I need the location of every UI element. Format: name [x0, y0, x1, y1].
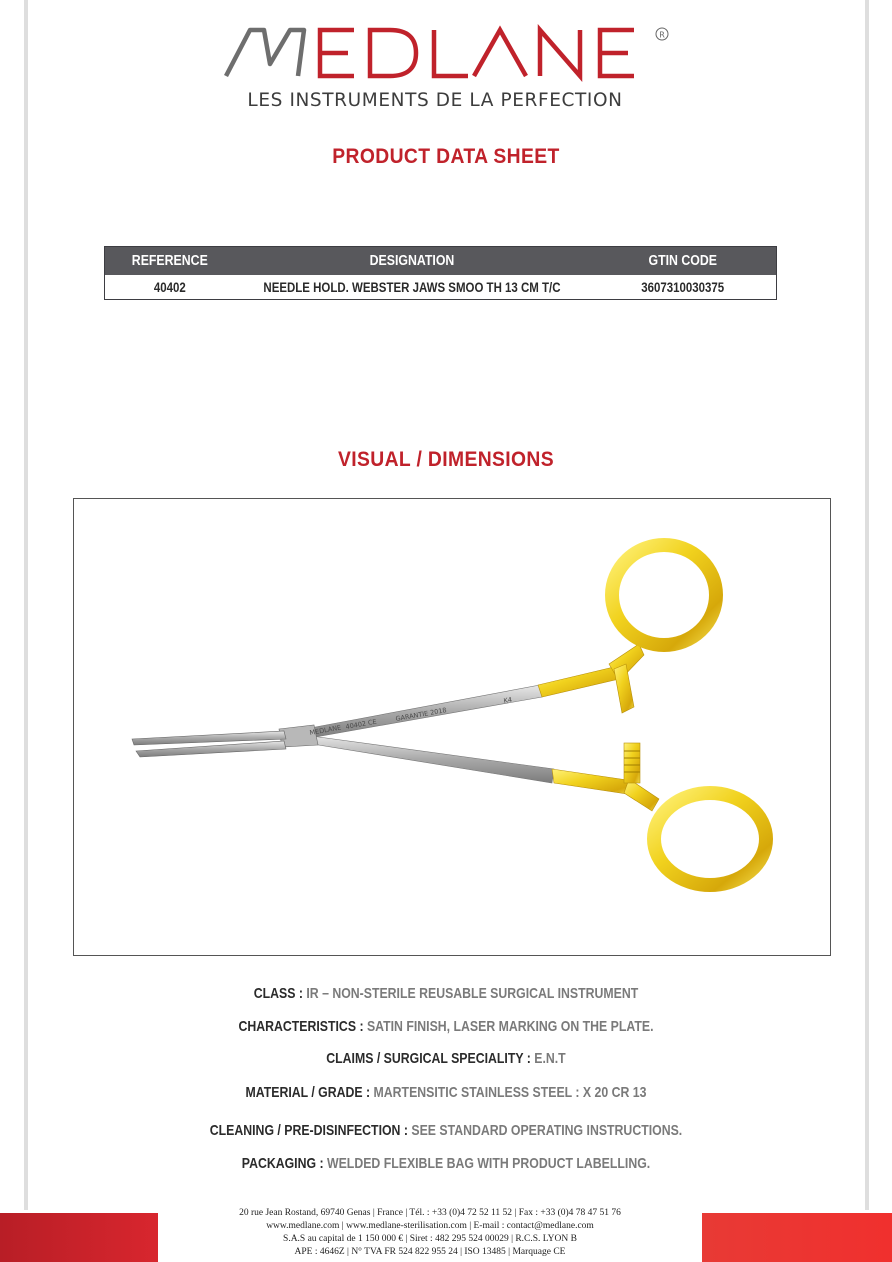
cell-gtin-code: 3607310030375 — [640, 279, 724, 295]
instrument-ref-marking: 40402 CE — [344, 717, 378, 731]
footer-red-bar-right — [702, 1213, 892, 1262]
spec-characteristics — [80, 1018, 811, 1035]
spec-value: SATIN FINISH, LASER MARKING ON THE PLATE. — [363, 1018, 654, 1035]
spec-label: CHARACTERISTICS : — [238, 1018, 364, 1035]
spec-label: CLEANING / PRE-DISINFECTION : — [209, 1122, 408, 1139]
instrument-code-marking: K4 — [502, 695, 513, 705]
spec-material — [80, 1084, 811, 1101]
spec-label: MATERIAL / GRADE : — [245, 1084, 371, 1101]
header-designation: DESIGNATION — [369, 253, 454, 269]
spec-value: SEE STANDARD OPERATING INSTRUCTIONS. — [407, 1122, 683, 1139]
spec-label: PACKAGING : — [241, 1155, 324, 1172]
spec-value: IR – NON-STERILE REUSABLE SURGICAL INSTRUMENT — [302, 985, 639, 1002]
spec-claims — [80, 1050, 811, 1067]
footer-red-bar-left — [0, 1213, 158, 1262]
visual-dimensions-title: VISUAL / DIMENSIONS — [338, 448, 554, 471]
footer-address: 20 rue Jean Rostand, 69740 Genas | France | Tél. : +33 (0)4 72 52 11 52 | Fax : +33 (0)4 78 47 51 76 — [239, 1208, 621, 1218]
spec-value: WELDED FLEXIBLE BAG WITH PRODUCT LABELLING. — [323, 1155, 651, 1172]
right-margin-bar — [865, 0, 869, 1210]
instrument-warranty-marking: GARANTIE 2018 — [394, 706, 448, 723]
registered-mark: R — [659, 30, 665, 40]
spec-packaging — [80, 1155, 811, 1172]
product-visual-frame — [73, 498, 831, 956]
table-row — [105, 275, 776, 299]
header-reference: REFERENCE — [131, 253, 208, 269]
reference-table — [104, 246, 777, 300]
spec-value: MARTENSITIC STAINLESS STEEL : X 20 CR 13 — [370, 1084, 647, 1101]
footer-contact — [160, 1207, 700, 1259]
spec-class — [80, 985, 811, 1002]
footer-web: www.medlane.com | www.medlane-sterilisation.com | E-mail : contact@medlane.com — [266, 1221, 594, 1231]
spec-label: CLAIMS / SURGICAL SPECIALITY : — [326, 1050, 531, 1067]
medlane-logo — [220, 24, 680, 84]
footer-registration: APE : 4646Z | N° TVA FR 524 822 955 24 | ISO 13485 | Marquage CE — [294, 1247, 566, 1257]
instrument-brand-marking: MEDLANE — [308, 723, 342, 737]
needle-holder-image — [74, 499, 830, 955]
table-header-row — [105, 247, 776, 275]
header-gtin-code: GTIN CODE — [648, 253, 717, 269]
spec-value: E.N.T — [530, 1050, 566, 1067]
spec-cleaning — [80, 1122, 811, 1139]
brand-tagline: LES INSTRUMENTS DE LA PERFECTION — [247, 90, 623, 111]
left-margin-bar — [24, 0, 28, 1210]
cell-designation: NEEDLE HOLD. WEBSTER JAWS SMOO TH 13 CM T/C — [263, 279, 561, 295]
cell-reference: 40402 — [153, 279, 186, 295]
footer-company: S.A.S au capital de 1 150 000 € | Siret : 482 295 524 00029 | R.C.S. LYON B — [283, 1234, 577, 1244]
spec-label: CLASS : — [253, 985, 303, 1002]
product-data-sheet-title: PRODUCT DATA SHEET — [332, 145, 560, 168]
